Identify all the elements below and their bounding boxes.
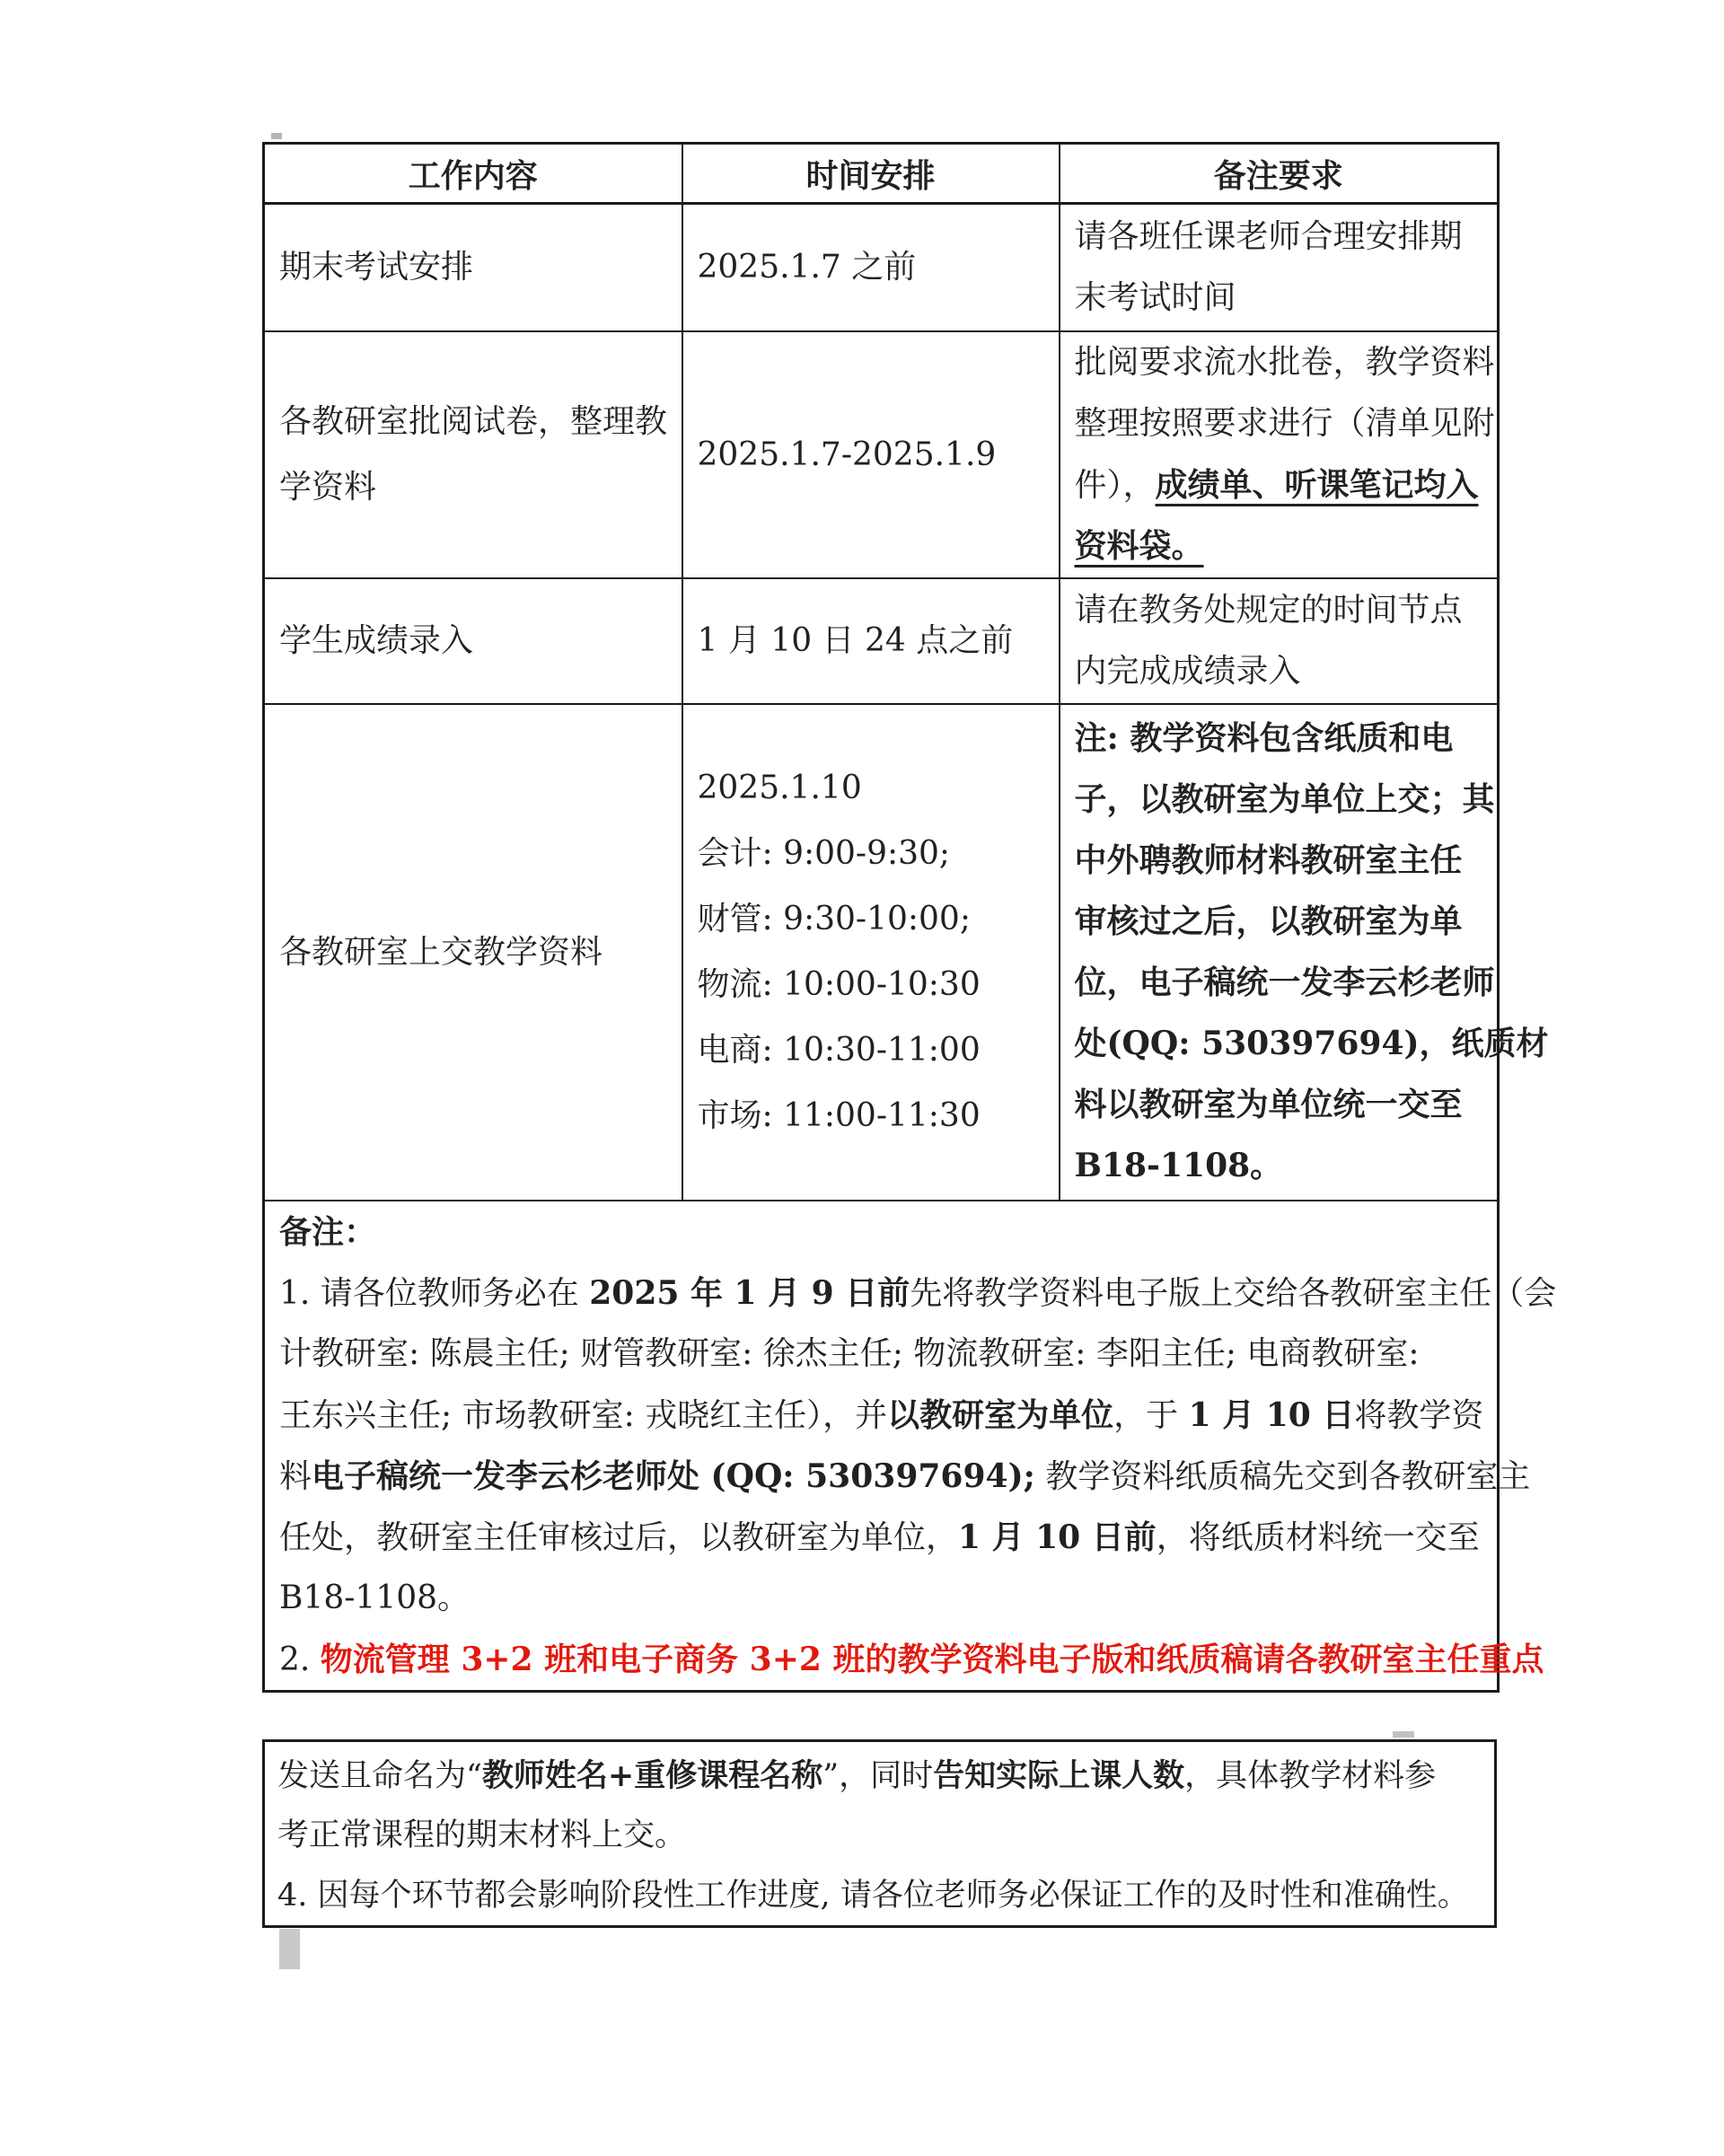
text-line (698, 821, 1057, 886)
table-row-remarks (264, 1201, 1499, 1692)
col-header-notes-label: 备注要求 (1213, 156, 1343, 195)
text-segment: 资料袋。 (1074, 527, 1204, 565)
text-segment: 中外聘教师材料教研室主任 (1074, 841, 1463, 879)
remarks-continuation-box (262, 1739, 1497, 1928)
text-segment: ，于 (1113, 1396, 1189, 1434)
remarks-cell (264, 1201, 1557, 1692)
text-segment: 物流管理 3+2 班和电子商务 3+2 班的教学资料电子版和纸质稿请各教研室主任重点 (320, 1640, 1544, 1678)
text-segment: 王东兴主任; 市场教研室: 戎晓红主任），并 (279, 1396, 888, 1434)
text-segment: 备注： (279, 1212, 377, 1251)
text-segment: 2025.1.7 之前 (697, 249, 917, 286)
text-line (277, 1806, 1485, 1866)
text-segment: 电子稿统一发李云杉老师处 (QQ: 530397694); (312, 1456, 1035, 1495)
text-line (1075, 580, 1496, 641)
text-line (279, 1263, 1557, 1324)
text-line (698, 608, 1057, 673)
text-segment: 子，以教研室为单位上交；其 (1074, 780, 1495, 818)
col-header-notes (1060, 144, 1499, 204)
text-line (279, 1385, 1495, 1446)
artifact-gray-bar (279, 1929, 300, 1969)
text-segment: 1 月 10 日 24 点之前 (697, 622, 1014, 659)
text-segment: 考正常课程的期末材料上交。 (277, 1817, 687, 1853)
text-line (698, 755, 1057, 821)
text-segment: 学生成绩录入 (279, 622, 474, 659)
text-segment: 审核过之后，以教研室为单 (1074, 902, 1463, 940)
note-cell-material-submission (1060, 704, 1549, 1201)
text-line (279, 608, 680, 673)
text-segment: 处(QQ: 530397694)，纸质材 (1074, 1025, 1549, 1062)
text-segment: 请在教务处规定的时间节点 (1074, 591, 1463, 629)
time-cell-grading (682, 331, 1060, 578)
artifact-tick-continuation (1393, 1731, 1414, 1738)
text-line (698, 1017, 1057, 1083)
text-segment: 以教研室为单位 (887, 1395, 1114, 1434)
text-line (698, 234, 1057, 300)
task-cell-material-submission (264, 704, 682, 1201)
table-row-material-submission (264, 704, 1499, 1201)
note-cell-exam-arrangement (1060, 204, 1499, 331)
text-segment: 将教学资 (1354, 1396, 1484, 1434)
table-row-grading (264, 331, 1499, 578)
text-line (1075, 708, 1496, 769)
text-line (279, 1507, 1495, 1568)
text-line (1075, 1074, 1496, 1135)
text-line (1075, 952, 1496, 1013)
text-line (1075, 891, 1496, 952)
text-line (698, 952, 1057, 1017)
col-header-task (264, 144, 682, 204)
text-segment: 教师姓名+重修课程名称 (481, 1757, 823, 1794)
table-row-score-entry (264, 578, 1499, 704)
text-segment: 2025.1.10 (697, 770, 862, 806)
text-line (698, 1083, 1057, 1148)
text-segment: 会计: 9:00-9:30; (697, 835, 951, 872)
text-segment: 期末考试安排 (279, 249, 474, 286)
text-line (279, 1568, 1495, 1629)
text-segment: 件）， (1074, 467, 1156, 504)
text-segment: 教学资料纸质稿先交到各教研室主 (1034, 1457, 1531, 1495)
text-line (279, 1446, 1531, 1507)
note-cell-grading (1060, 331, 1499, 578)
text-line (1075, 1135, 1496, 1196)
text-segment: 财管: 9:30-10:00; (697, 901, 971, 937)
col-header-task-label: 工作内容 (408, 156, 538, 195)
text-segment: 批阅要求流水批卷，教学资料 (1074, 344, 1495, 381)
text-line (698, 886, 1057, 952)
text-segment: ”，同时 (822, 1758, 934, 1794)
table-header-row (264, 144, 1499, 204)
text-line (1075, 332, 1496, 393)
text-line (279, 234, 680, 300)
text-line (279, 454, 680, 520)
text-segment: B18-1108。 (1074, 1147, 1283, 1184)
text-segment: 请各班任课老师合理安排期 (1074, 217, 1463, 255)
col-header-time (682, 144, 1060, 204)
task-cell-grading (264, 331, 682, 578)
text-segment: 1 月 10 日 (1188, 1395, 1355, 1434)
text-line (279, 920, 680, 985)
text-line (279, 389, 680, 454)
text-segment: 任处，教研室主任审核过后，以教研室为单位， (279, 1518, 959, 1556)
text-line (279, 1201, 1495, 1263)
table-row-exam-arrangement (264, 204, 1499, 331)
text-line (279, 1324, 1495, 1385)
text-segment: 学资料 (279, 469, 377, 506)
text-segment: 4. 因每个环节都会影响阶段性工作进度, 请各位老师务必保证工作的及时性和准确性。 (277, 1878, 1469, 1914)
text-segment: 各教研室批阅试卷，整理教 (279, 403, 668, 440)
text-segment: 物流: 10:00-10:30 (697, 966, 981, 1003)
text-line (1075, 393, 1496, 454)
col-header-time-label: 时间安排 (805, 156, 936, 195)
text-segment: 料以教研室为单位统一交至 (1074, 1086, 1463, 1123)
text-line (1075, 769, 1496, 830)
text-segment: 告知实际上课人数 (933, 1757, 1185, 1794)
text-segment: 1 月 10 日前 (958, 1518, 1157, 1556)
text-segment: B18-1108。 (279, 1579, 471, 1616)
text-segment: 市场: 11:00-11:30 (697, 1097, 981, 1134)
text-segment: ，具体教学材料参 (1184, 1758, 1437, 1794)
time-cell-score-entry (682, 578, 1060, 704)
text-segment: 先将教学资料电子版上交给各教研室主任（会 (910, 1274, 1557, 1312)
text-segment: 注: 教学资料包含纸质和电 (1074, 719, 1454, 757)
text-segment: 2. (279, 1641, 321, 1678)
text-segment: 发送且命名为“ (277, 1758, 482, 1794)
artifact-tick-top-left (271, 133, 282, 139)
text-line (1075, 830, 1496, 891)
text-segment: 计教研室: 陈晨主任; 财管教研室: 徐杰主任; 物流教研室: 李阳主任; 电商教研室: (279, 1334, 1420, 1372)
text-segment: 各教研室上交教学资料 (279, 933, 603, 971)
text-segment: 2025.1.7-2025.1.9 (697, 436, 997, 473)
task-cell-exam-arrangement (264, 204, 682, 331)
time-cell-exam-arrangement (682, 204, 1060, 331)
text-segment: 成绩单、听课笔记均入 (1155, 466, 1479, 504)
time-cell-material-submission (682, 704, 1060, 1201)
text-line (1075, 641, 1496, 702)
text-segment: 内完成成绩录入 (1074, 652, 1301, 690)
text-line (1075, 207, 1496, 268)
text-segment: 位，电子稿统一发李云杉老师 (1074, 964, 1495, 1001)
text-segment: 末考试时间 (1074, 278, 1236, 316)
text-line (1074, 1013, 1549, 1074)
text-line (698, 422, 1057, 488)
text-line (277, 1746, 1485, 1806)
text-line (277, 1866, 1485, 1926)
work-schedule-table (262, 142, 1557, 1693)
task-cell-score-entry (264, 578, 682, 704)
text-segment: 料 (279, 1457, 312, 1495)
text-line (1075, 268, 1496, 329)
text-segment: 整理按照要求进行（清单见附 (1074, 405, 1495, 442)
text-segment: 1. 请各位教师务必在 (279, 1274, 590, 1312)
text-line (279, 1629, 1544, 1690)
note-cell-score-entry (1060, 578, 1499, 704)
text-segment: 电商: 10:30-11:00 (697, 1032, 981, 1069)
text-line (1075, 454, 1496, 515)
text-segment: ，将纸质材料统一交至 (1156, 1518, 1480, 1556)
text-segment: 2025 年 1 月 9 日前 (589, 1273, 910, 1312)
text-line (1075, 515, 1496, 576)
